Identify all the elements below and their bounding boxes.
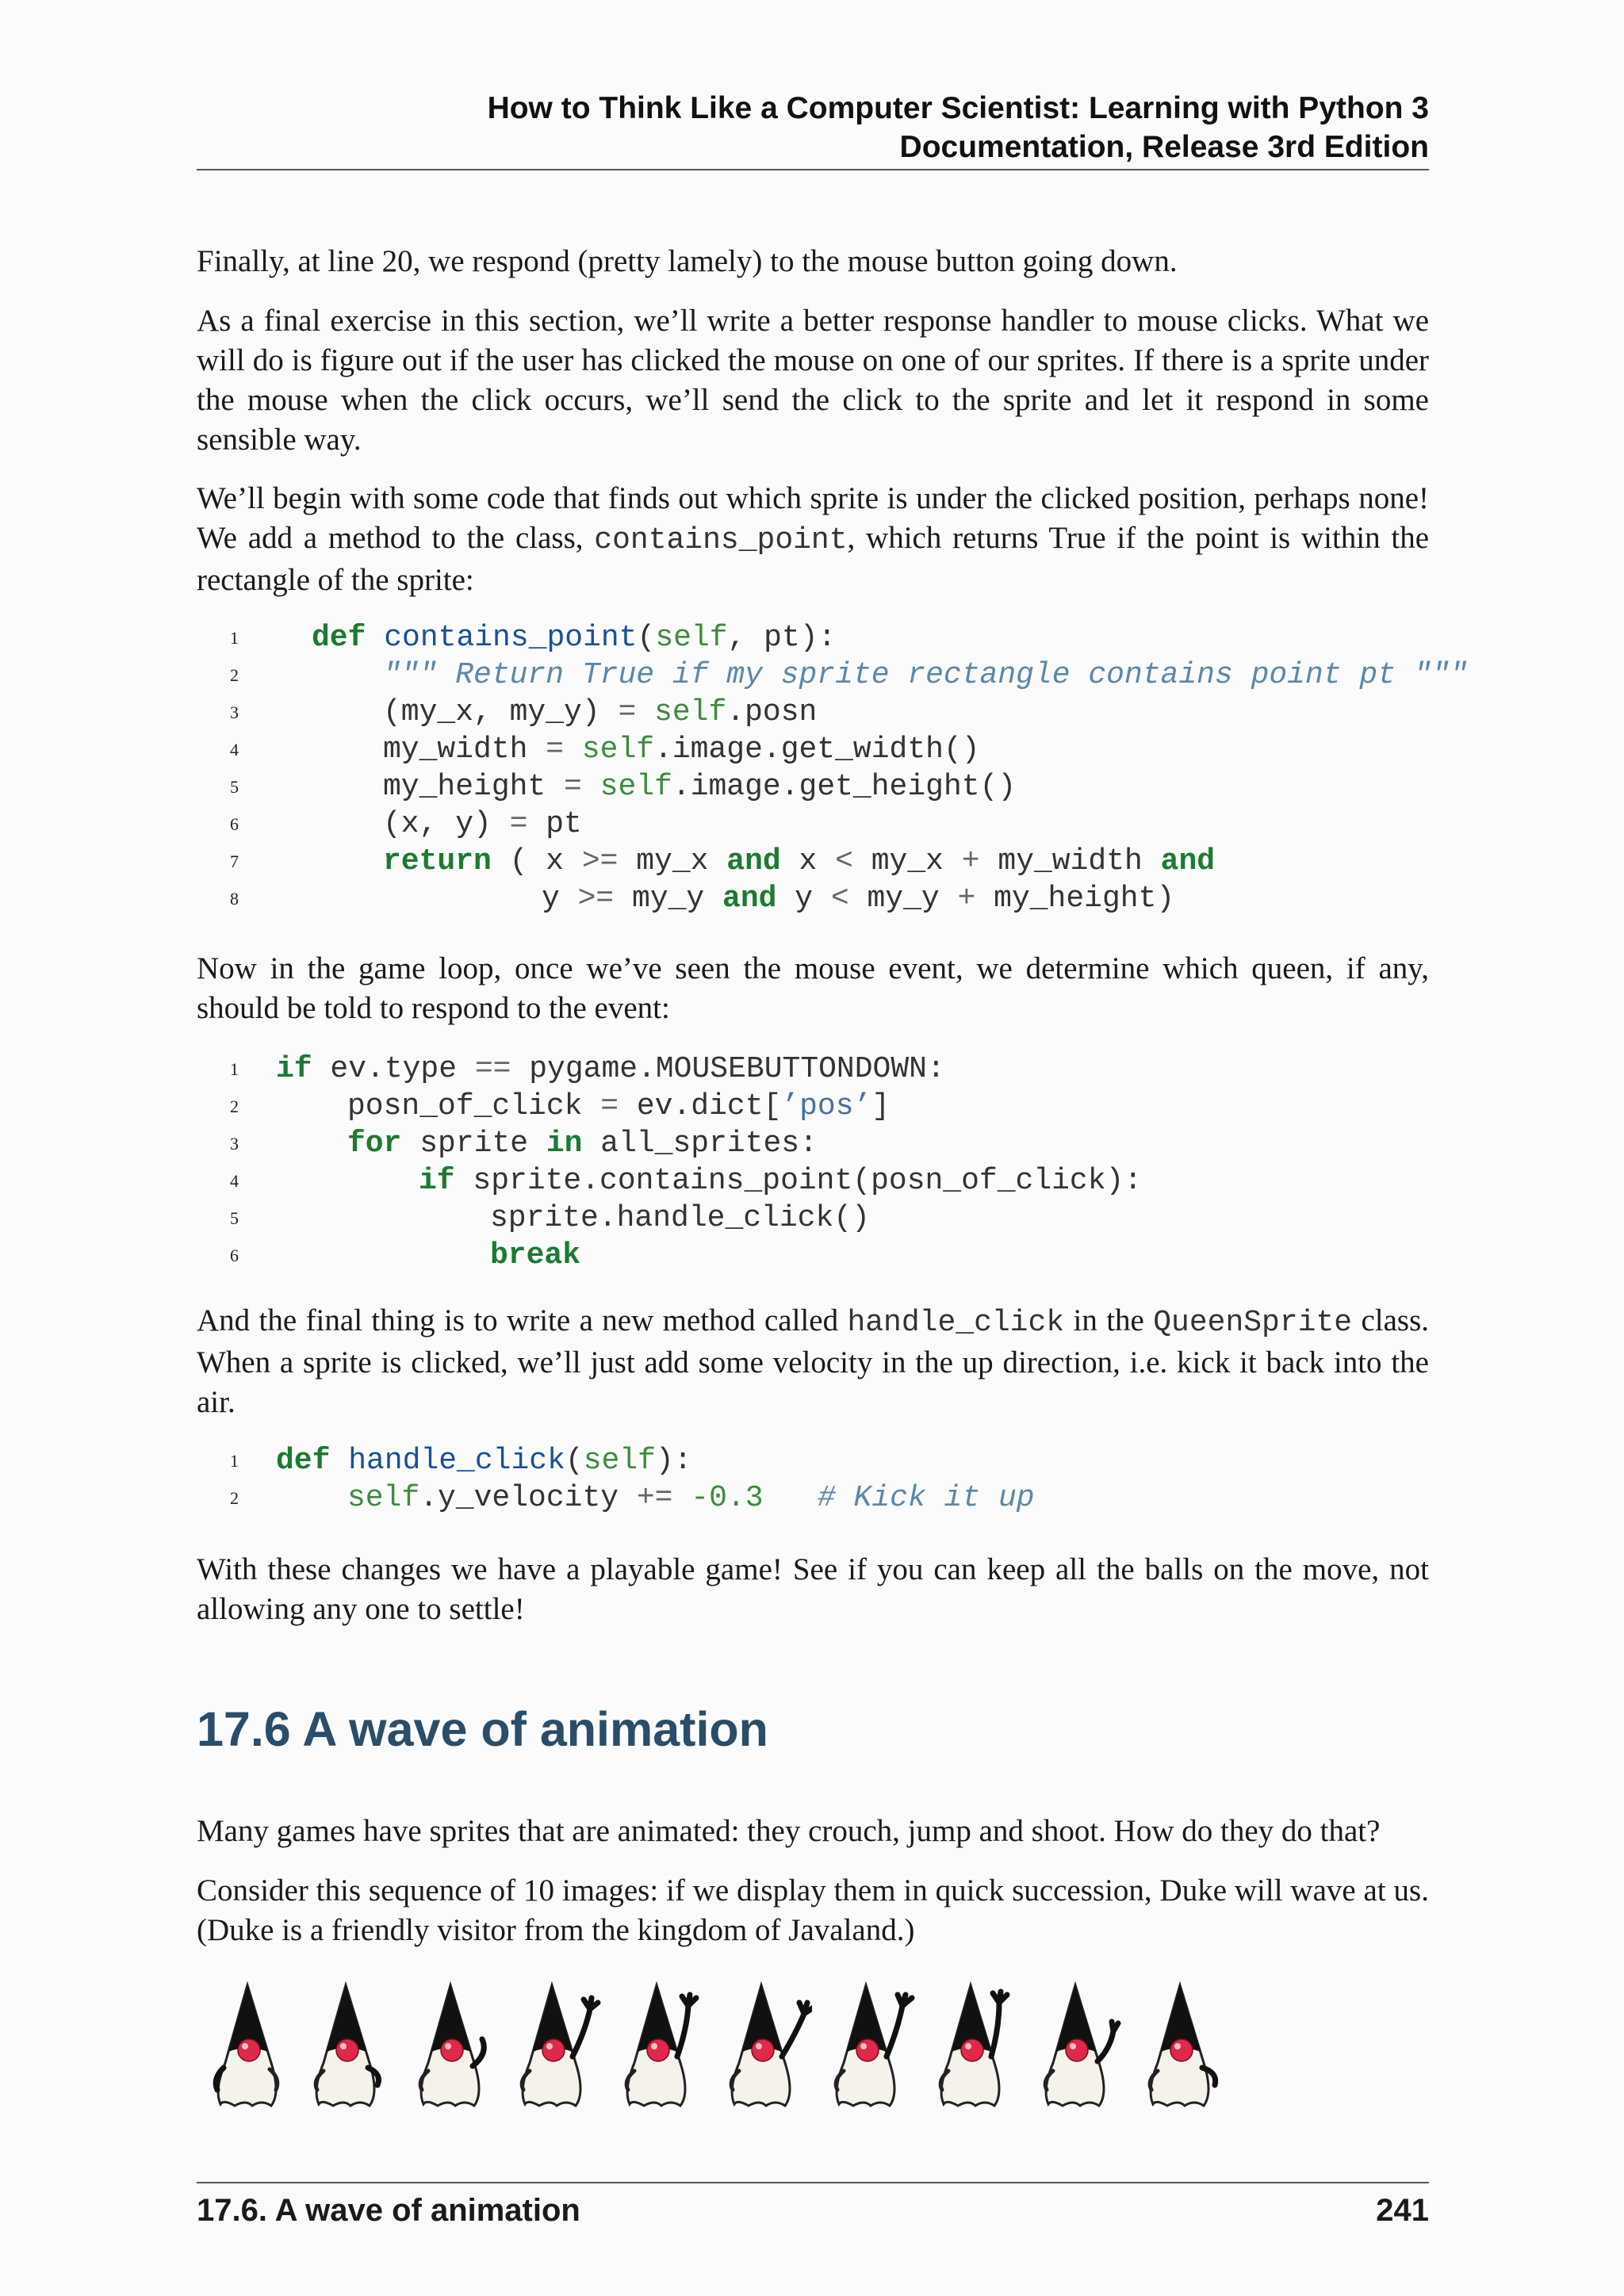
duke-frame — [406, 1974, 501, 2117]
line-number: 6 — [230, 814, 239, 834]
code-line: 4 if sprite.contains_point(posn_of_click): — [230, 1164, 1143, 1198]
section-title: 17.6 A wave of animation — [197, 1702, 768, 1756]
code-line: 1 def contains_point(self, pt): — [230, 621, 837, 655]
duke-frame — [508, 1974, 603, 2117]
duke-frame — [301, 1974, 396, 2117]
text-run: We’ll begin with some code that finds out which sprite is under the clicked position, perhaps none! We add a method to the class, — [197, 481, 1429, 555]
code-line: 2 posn_of_click = ev.dict[’pos’] — [230, 1089, 891, 1123]
line-number: 2 — [230, 665, 239, 685]
line-number: 4 — [230, 740, 239, 760]
text-run: in the — [1064, 1303, 1154, 1337]
code-line: 6 (x, y) = pt — [230, 807, 582, 841]
line-number: 3 — [230, 1134, 239, 1154]
line-number: 4 — [230, 1171, 239, 1191]
paragraph: With these changes we have a playable game! See if you can keep all the balls on the move, not allowing any one to settle! — [197, 1552, 1429, 1626]
code-block-game-loop — [197, 1050, 1465, 1274]
paragraph: Many games have sprites that are animated: they crouch, jump and shoot. How do they do that? — [197, 1814, 1381, 1848]
code-line: 8 y >= my_y and y < my_y + my_height) — [230, 882, 1175, 916]
duke-frame — [612, 1974, 707, 2117]
code-line: 5 sprite.handle_click() — [230, 1201, 870, 1235]
duke-frame — [822, 1974, 917, 2117]
inline-code: handle_click — [847, 1306, 1065, 1340]
code-line: 1 if ev.type == pygame.MOUSEBUTTONDOWN: — [230, 1052, 945, 1086]
code-line: 6 break — [230, 1238, 581, 1272]
duke-frame — [203, 1974, 298, 2117]
duke-frame — [717, 1974, 812, 2117]
duke-frame — [1136, 1974, 1231, 2117]
header-line-2: Documentation, Release 3rd Edition — [899, 130, 1429, 164]
text-run: class. When a sprite is clicked, we’ll just add some velocity in the up direction, i.e. kick it back into the air. — [197, 1303, 1430, 1419]
code-block-contains-point — [197, 619, 1469, 917]
inline-code: contains_point — [594, 523, 848, 557]
code-line: 3 (my_x, my_y) = self.posn — [230, 695, 818, 729]
line-number: 6 — [230, 1246, 239, 1265]
code-line: 7 return ( x >= my_x and x < my_x + my_width and — [230, 844, 1216, 878]
footer-section: 17.6. A wave of animation — [197, 2193, 580, 2228]
line-number: 5 — [230, 777, 239, 797]
line-number: 1 — [230, 628, 239, 648]
code-line: 2 self.y_velocity += -0.3 # Kick it up — [230, 1481, 1035, 1515]
code-block-handle-click — [197, 1442, 1465, 1517]
footer-rule — [197, 2182, 1429, 2183]
line-number: 2 — [230, 1096, 239, 1116]
text-run: And the final thing is to write a new method called — [197, 1303, 848, 1337]
header-rule — [197, 169, 1429, 170]
code-line: 1 def handle_click(self): — [230, 1444, 692, 1478]
line-number: 2 — [230, 1488, 239, 1508]
line-number: 1 — [230, 1059, 239, 1079]
running-header — [197, 89, 1429, 166]
line-number: 1 — [230, 1451, 239, 1471]
paragraph: Consider this sequence of 10 images: if we display them in quick succession, Duke will wave at us. (Duke is a friendly visitor from the kingdom of Javaland.) — [197, 1873, 1429, 1947]
inline-code: QueenSprite — [1153, 1306, 1353, 1340]
code-line: 4 my_width = self.image.get_width() — [230, 733, 980, 767]
line-number: 8 — [230, 889, 239, 909]
code-line: 5 my_height = self.image.get_height() — [230, 770, 1017, 804]
header-line-1: How to Think Like a Computer Scientist: Learning with Python 3 — [487, 91, 1429, 125]
code-line: 2 """ Return True if my sprite rectangle contains point pt """ — [230, 658, 1469, 692]
duke-animation-strip — [197, 1974, 1307, 2117]
duke-frame — [1031, 1974, 1126, 2117]
line-number: 3 — [230, 702, 239, 722]
line-number: 5 — [230, 1208, 239, 1228]
paragraph — [197, 1301, 1429, 1422]
line-number: 7 — [230, 851, 239, 871]
page-number: 241 — [1376, 2193, 1429, 2228]
paragraph: Finally, at line 20, we respond (pretty lamely) to the mouse button going down. — [197, 244, 1178, 278]
duke-frame — [926, 1974, 1021, 2117]
paragraph — [197, 479, 1429, 600]
paragraph: Now in the game loop, once we’ve seen the mouse event, we determine which queen, if any, should be told to respond to the event: — [197, 951, 1429, 1025]
code-line: 3 for sprite in all_sprites: — [230, 1127, 818, 1161]
text-run: , which returns True if the point is within the rectangle of the sprite: — [197, 521, 1430, 597]
paragraph: As a final exercise in this section, we’ll write a better response handler to mouse clicks. What we will do is figure out if the user has clicked the mouse on one of our sprites. If there is a sprite under the mouse when the click occurs, we’ll send the click to the sprite and let it respond in some sensible way. — [197, 304, 1429, 457]
